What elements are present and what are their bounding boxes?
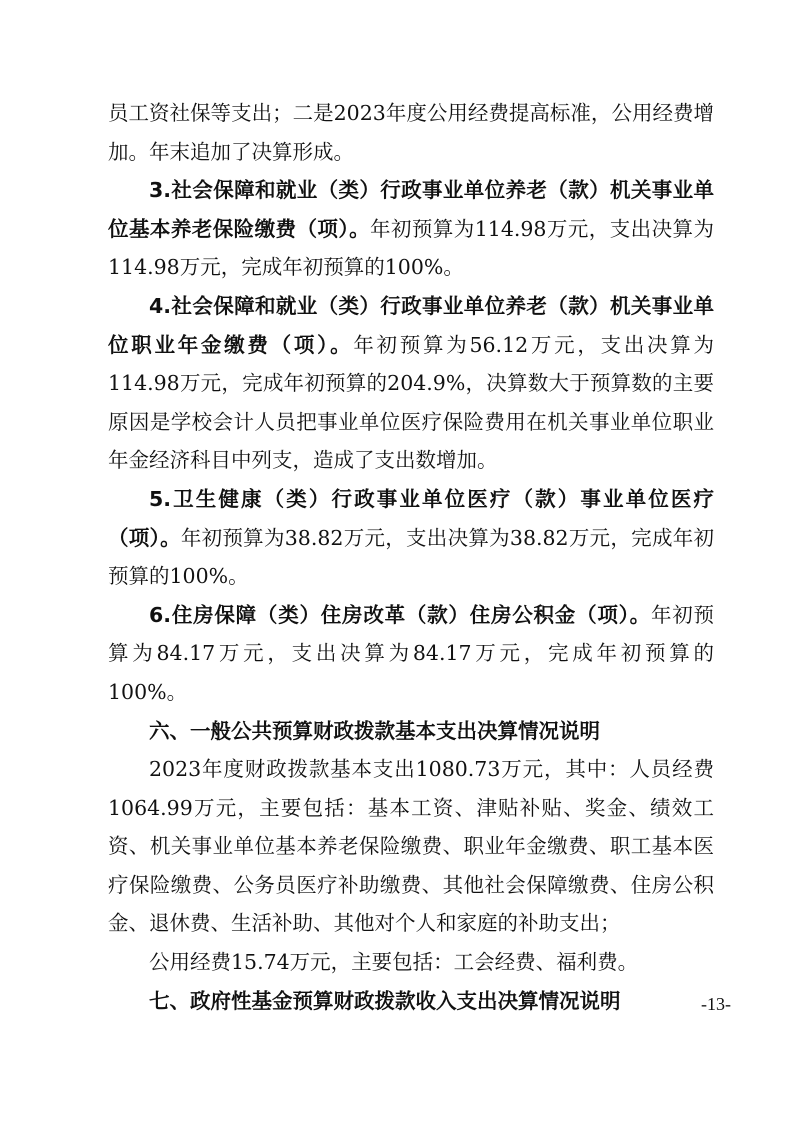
paragraph-continuation <box>108 94 714 171</box>
item-6-text: 年初预算为84.17万元，支出决算为84.17万元，完成年初预算的100%。 <box>108 602 714 704</box>
paragraph-item-4 <box>108 287 714 480</box>
item-4-title: 4.社会保障和就业（类）行政事业单位养老（款）机关事业单位职业年金缴费（项）。 <box>108 293 714 357</box>
document-body <box>108 94 714 1020</box>
item-5-text: 年初预算为38.82万元，支出决算为38.82万元，完成年初预算的100%。 <box>108 525 715 589</box>
paragraph-item-5 <box>108 480 714 596</box>
section-7-heading: 七、政府性基金预算财政拨款收入支出决算情况说明 <box>149 988 621 1013</box>
page-number: -13- <box>701 994 731 1014</box>
paragraph-item-6 <box>108 596 714 712</box>
section-6-heading: 六、一般公共预算财政拨款基本支出决算情况说明 <box>149 718 600 743</box>
item-6-title: 6.住房保障（类）住房改革（款）住房公积金（项）。 <box>149 602 651 627</box>
section-6-paragraph-2: 公用经费15.74万元，主要包括：工会经费、福利费。 <box>149 950 639 975</box>
item-3-title: 3.社会保障和就业（类）行政事业单位养老（款）机关事业单位基本养老保险缴费（项）。 <box>108 178 714 241</box>
paragraph-text: 员工资社保等支出；二是2023年度公用经费提高标准，公用经费增加。年末追加了决算形成。 <box>108 101 714 164</box>
item-4-text: 年初预算为56.12万元，支出决算为114.98万元，完成年初预算的204.9%，决算数大于预算数的主要原因是学校会计人员把事业单位医疗保险费用在机关事业单位职业年金经济科目中列支，造成了支出数增加。 <box>108 332 715 473</box>
item-3-text: 年初预算为114.98万元，支出决算为114.98万元，完成年初预算的100%。 <box>108 216 715 280</box>
section-6-paragraph-1: 2023年度财政拨款基本支出1080.73万元，其中：人员经费1064.99万元，主要包括：基本工资、津贴补贴、奖金、绩效工资、机关事业单位基本养老保险缴费、职业年金缴费、职工基本医疗保险缴费、公务员医疗补助缴费、其他社会保障缴费、住房公积金、退休费、生活补助、其他对个人和家庭的补助支出； <box>108 757 714 936</box>
item-5-title: 5.卫生健康（类）行政事业单位医疗（款）事业单位医疗（项）。 <box>108 486 714 550</box>
paragraph-item-3 <box>108 171 714 287</box>
